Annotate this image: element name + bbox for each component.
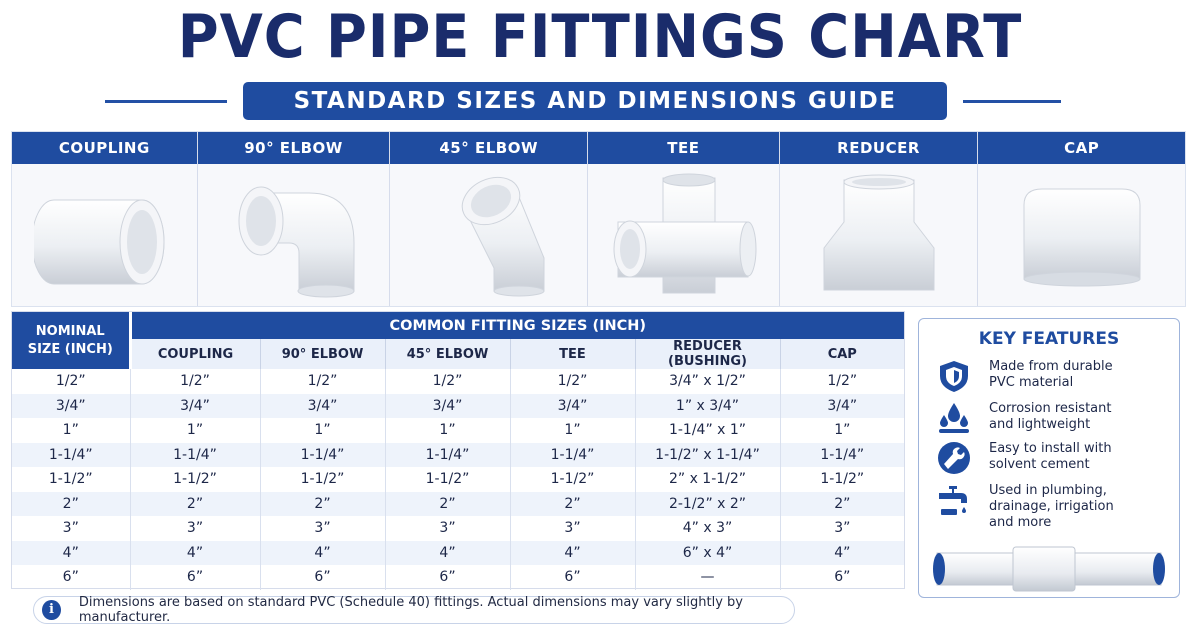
table-row — [12, 369, 904, 394]
subtitle-rule-right — [963, 100, 1061, 103]
fitting-card-coupling — [12, 132, 198, 306]
nominal-size-cell: 3” — [62, 520, 79, 537]
fitting-label: CAP — [978, 132, 1185, 164]
nominal-size-cell: 1-1/4” — [12, 443, 130, 468]
size-cell: 3/4” — [780, 394, 904, 419]
column-header: CAP — [780, 339, 904, 369]
fitting-label: COUPLING — [12, 132, 197, 164]
page-subtitle: STANDARD SIZES AND DIMENSIONS GUIDE — [243, 82, 947, 120]
nominal-size-cell: 4” — [12, 541, 130, 566]
size-cell: 3/4” — [385, 394, 510, 419]
size-cell: 2” x 1-1/2” — [635, 467, 780, 492]
fitting-card-elbow-90 — [198, 132, 391, 306]
table-row — [12, 565, 904, 590]
shield-icon — [937, 359, 971, 393]
size-cell: 1/2” — [260, 369, 385, 394]
size-cell: 4” x 3” — [635, 516, 780, 541]
water-drops-icon — [937, 401, 971, 435]
size-cell: 3/4” x 1/2” — [635, 369, 780, 394]
tee-image — [588, 164, 779, 306]
footnote-text: Dimensions are based on standard PVC (Schedule 40) fittings. Actual dimensions may vary slightly by manufacturer. — [78, 595, 743, 625]
table-row — [12, 541, 904, 566]
faucet-icon — [937, 483, 971, 517]
fitting-card-tee — [588, 132, 780, 306]
size-cell: 3” — [385, 516, 510, 541]
footnote — [33, 596, 795, 624]
size-cell: 6” x 4” — [635, 541, 780, 566]
size-cell: — — [635, 565, 780, 590]
page-title: PVC PIPE FITTINGS CHART — [177, 2, 1023, 72]
fitting-label: 45° ELBOW — [390, 132, 587, 164]
table-row — [12, 394, 904, 419]
sizes-table — [11, 311, 905, 589]
size-cell: 2-1/2” x 2” — [635, 492, 780, 517]
size-cell: 4” — [130, 541, 260, 566]
fitting-card-cap — [978, 132, 1185, 306]
pipe-coupling-image — [931, 545, 1167, 593]
size-cell: 1” — [130, 418, 260, 443]
nominal-size-cell: 1-1/2” — [48, 471, 93, 488]
size-cell: 4” — [385, 541, 510, 566]
size-cell: 1” — [385, 418, 510, 443]
nominal-size-cell: 1” — [62, 422, 79, 439]
size-cell: 3” — [510, 516, 635, 541]
column-header: COUPLING — [130, 339, 260, 369]
size-cell: 1-1/4” — [130, 443, 260, 468]
table-row — [12, 492, 904, 517]
table-row — [12, 467, 904, 492]
size-cell: 1-1/4” — [260, 443, 385, 468]
feature-item — [937, 441, 1177, 475]
nominal-header-line-1: NOMINAL — [35, 323, 105, 339]
column-header: TEE — [510, 339, 635, 369]
size-cell: 2” — [130, 492, 260, 517]
key-features-panel — [918, 318, 1180, 598]
subtitle-rule-left — [105, 100, 227, 103]
size-cell: 3/4” — [130, 394, 260, 419]
size-cell: 4” — [780, 541, 904, 566]
size-cell: 6” — [510, 565, 635, 590]
info-icon: i — [42, 600, 61, 620]
size-cell: 1-1/2” — [780, 467, 904, 492]
feature-text: Made from durable PVC material — [989, 359, 1113, 390]
size-cell: 1-1/2” — [130, 467, 260, 492]
size-cell: 3” — [260, 516, 385, 541]
size-cell: 1/2” — [130, 369, 260, 394]
fitting-card-reducer — [780, 132, 979, 306]
nominal-size-cell: 1/2” — [55, 373, 86, 390]
fitting-label: 90° ELBOW — [198, 132, 390, 164]
size-cell: 3” — [130, 516, 260, 541]
common-sizes-header: COMMON FITTING SIZES (INCH) — [130, 312, 904, 339]
size-cell: 1/2” — [780, 369, 904, 394]
cap-image — [978, 164, 1185, 306]
size-cell: 1/2” — [510, 369, 635, 394]
size-cell: 2” — [260, 492, 385, 517]
key-features-title: KEY FEATURES — [978, 329, 1120, 349]
size-cell: 2” — [510, 492, 635, 517]
table-row — [12, 516, 904, 541]
size-cell: 1” — [510, 418, 635, 443]
size-cell: 1” — [260, 418, 385, 443]
nominal-size-cell: 2” — [12, 492, 130, 517]
size-cell: 4” — [260, 541, 385, 566]
size-cell: 4” — [510, 541, 635, 566]
fitting-card-elbow-45 — [390, 132, 588, 306]
size-cell: 1-1/2” x 1-1/4” — [635, 443, 780, 468]
elbow-90-image — [198, 164, 390, 306]
table-row — [12, 443, 904, 468]
size-cell: 3/4” — [510, 394, 635, 419]
size-cell: 2” — [780, 492, 904, 517]
reducer-image — [780, 164, 978, 306]
feature-text: Easy to install with solvent cement — [989, 441, 1112, 472]
size-cell: 2” — [385, 492, 510, 517]
size-cell: 6” — [385, 565, 510, 590]
size-cell: 1-1/2” — [260, 467, 385, 492]
coupling-image — [12, 164, 197, 306]
size-cell: 1-1/2” — [510, 467, 635, 492]
size-cell: 6” — [130, 565, 260, 590]
size-cell: 1-1/4” — [780, 443, 904, 468]
size-cell: 1” x 3/4” — [635, 394, 780, 419]
feature-text: Corrosion resistant and lightweight — [989, 401, 1112, 432]
size-cell: 1-1/4” — [510, 443, 635, 468]
size-cell: 3” — [780, 516, 904, 541]
fitting-label: TEE — [588, 132, 779, 164]
size-cell: 1-1/4” x 1” — [635, 418, 780, 443]
column-header: 90° ELBOW — [260, 339, 385, 369]
size-cell: 1-1/2” — [385, 467, 510, 492]
size-cell: 1/2” — [385, 369, 510, 394]
feature-item — [937, 359, 1177, 393]
size-cell: 3/4” — [260, 394, 385, 419]
nominal-header-line-2: SIZE (INCH) — [27, 341, 113, 357]
column-header: REDUCER (BUSHING) — [635, 339, 780, 369]
nominal-size-header — [12, 312, 130, 369]
elbow-45-image — [390, 164, 587, 306]
feature-item — [937, 483, 1177, 531]
size-cell: 1” — [780, 418, 904, 443]
column-header: 45° ELBOW — [385, 339, 510, 369]
fittings-strip — [11, 131, 1186, 307]
fitting-label: REDUCER — [780, 132, 978, 164]
size-cell: 1-1/4” — [385, 443, 510, 468]
table-row — [12, 418, 904, 443]
nominal-size-cell: 3/4” — [12, 394, 130, 419]
feature-item — [937, 401, 1177, 435]
feature-text: Used in plumbing, drainage, irrigation and more — [989, 483, 1114, 530]
size-cell: 6” — [780, 565, 904, 590]
size-cell: 6” — [260, 565, 385, 590]
wrench-icon — [937, 441, 971, 475]
nominal-size-cell: 6” — [62, 569, 79, 586]
